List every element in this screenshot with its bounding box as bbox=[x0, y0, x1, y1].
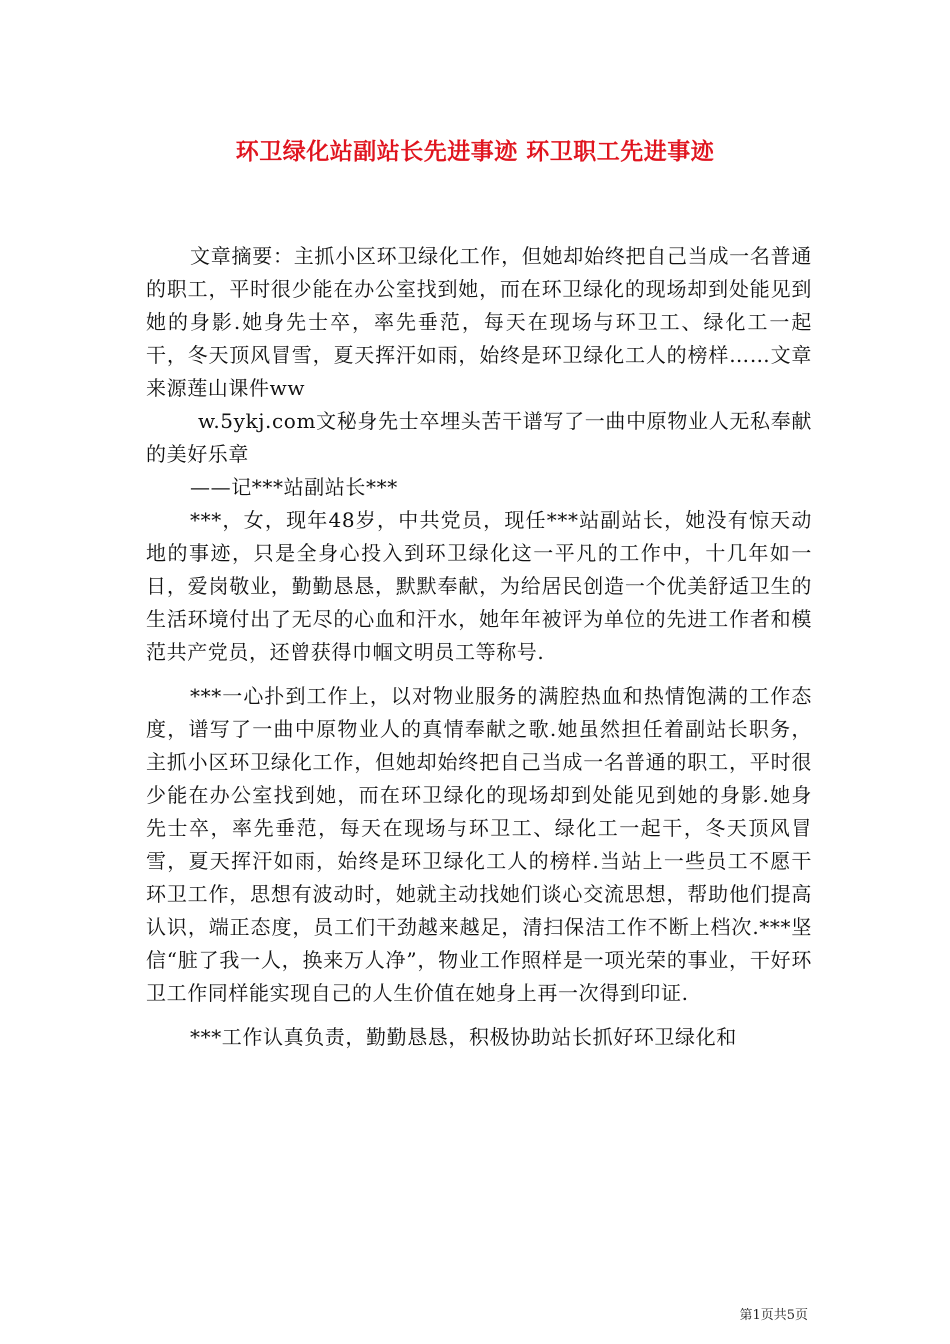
paragraph-responsibility: ***工作认真负责，勤勤恳恳，积极协助站长抓好环卫绿化和 bbox=[190, 1025, 737, 1049]
paragraph-introduction: ***，女，现年48岁，中共党员，现任***站副站长，她没有惊天动地的事迹，只是全身心投入到环卫绿化这一平凡的工作中，十几年如一日，爱岗敬业，勤勤恳恳，默默奉献，为给居民创造一个优美舒适卫生的生活环境付出了无尽的心血和汗水，她年年被评为单位的先进工作者和模范共产党员，还曾获得巾帼文明员工等称号. bbox=[146, 508, 812, 664]
paragraph-dedication: ***一心扑到工作上，以对物业服务的满腔热血和热情饱满的工作态度，谱写了一曲中原物业人的真情奉献之歌.她虽然担任着副站长职务，主抓小区环卫绿化工作，但她却始终把自己当成一名普通的职工，平时很少能在办公室找到她，而在环卫绿化的现场却到处能见到她的身影.她身先士卒，率先垂范，每天在现场与环卫工、绿化工一起干，冬天顶风冒雪，夏天挥汗如雨，始终是环卫绿化工人的榜样.当站上一些员工不愿干环卫工作，思想有波动时，她就主动找她们谈心交流思想，帮助他们提高认识，端正态度，员工们干劲越来越足，清扫保洁工作不断上档次.***坚信“脏了我一人，换来万人净”，物业工作照样是一项光荣的事业，干好环卫工作同样能实现自己的人生价值在她身上再一次得到印证. bbox=[146, 684, 812, 1005]
document-title: 环卫绿化站副站长先进事迹 环卫职工先进事迹 bbox=[235, 138, 715, 165]
paragraph-subtitle: ——记***站副站长*** bbox=[190, 475, 398, 499]
page-number: 第1页共5页 bbox=[739, 1308, 808, 1323]
document-body bbox=[146, 240, 812, 1054]
paragraph-source-continuation: w.5ykj.com文秘身先士卒埋头苦干谱写了一曲中原物业人无私奉献的美好乐章 bbox=[146, 409, 812, 466]
paragraph-abstract: 文章摘要：主抓小区环卫绿化工作，但她却始终把自己当成一名普通的职工，平时很少能在办公室找到她，而在环卫绿化的现场却到处能见到她的身影.她身先士卒，率先垂范，每天在现场与环卫工、绿化工一起干，冬天顶风冒雪，夏天挥汗如雨，始终是环卫绿化工人的榜样……文章来源莲山课件ww bbox=[146, 244, 812, 400]
